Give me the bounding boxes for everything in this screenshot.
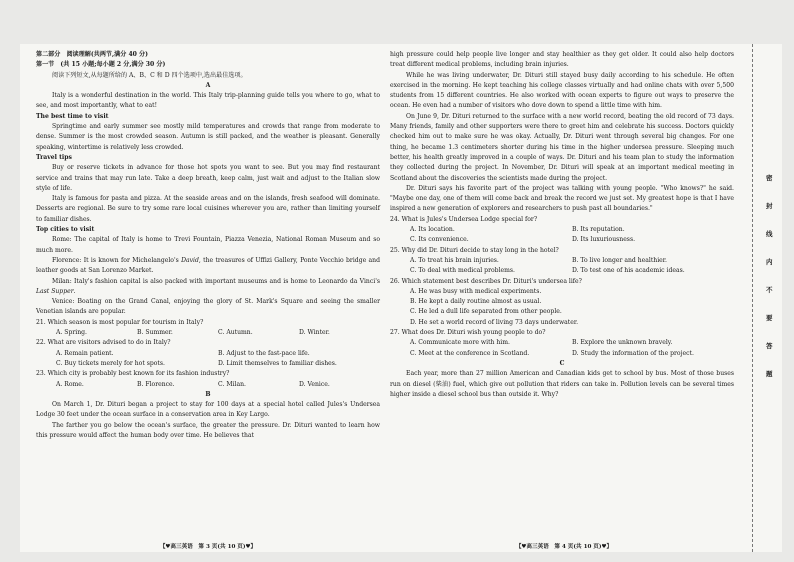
margin-char: 题 [766,370,773,378]
margin-char: 密 [766,174,773,182]
paragraph-rome: Rome: The capital of Italy is home to Trevi Fountain, Piazza Venezia, National Roman Museum and so much more. [36,236,380,254]
option[interactable]: B. To live longer and healthier. [572,256,667,264]
question-23: 23. Which city is probably best known for its fashion industry? [36,370,230,378]
option[interactable]: B. Explore the unknown bravely. [572,339,673,347]
margin-char: 不 [766,286,773,294]
paragraph-b3: While he was living underwater, Dr. Dituri still stayed busy daily according to his schedule. He often exercised in the morning. He kept teaching his college classes virtually and had online chats with over 5,500 students from 15 different countries. He also worked with ocean experts to figure out ways to preserve the ocean. He even had a number of visitors who dove down to spend a little time with him. [390,71,734,110]
artwork-title: David [181,256,199,264]
question-22-options [36,349,380,370]
passage-a-intro: Italy is a wonderful destination in the world. This Italy trip-planning guide tells you where to go, what to see, and most importantly, what to eat! [36,92,380,110]
option[interactable]: A. Communicate more with him. [410,339,510,347]
question-26: 26. Which statement best describes Dr. Dituri's undersea life? [390,277,582,285]
part-title: 第二部分 阅读理解(共两节,满分 40 分) [36,51,149,58]
exam-sheet [20,44,782,552]
paragraph-b1: On March 1, Dr. Dituri began a project to stay for 100 days at a special hotel called Jules's Undersea Lodge 30 feet under the ocean surface in a conservation area in Key Largo. [36,401,380,419]
page-footer-left: 【♥高三英语 第 3 页(共 10 页)♥】 [159,544,257,550]
artwork-title: Last Supper [36,287,74,295]
question-23-options [36,380,380,390]
page-footer-right: 【♥高三英语 第 4 页(共 10 页)♥】 [515,544,613,550]
paragraph-milan: Milan: Italy's fashion capital is also packed with important museums and is home to Leonardo da Vinci's Last Supper. [36,277,380,295]
heading-travel-tips: Travel tips [36,153,72,161]
paragraph-b2: The farther you go below the ocean's surface, the greater the pressure. Dr. Dituri wanted to learn how this pressure would affect the human body over time. He believes that [36,421,380,439]
paragraph-florence: Florence: It is known for Michelangelo's David, the treasures of Uffizi Gallery, Ponte Vecchio bridge and leather goods at San Lorenzo Market. [36,256,380,275]
option[interactable]: D. To test one of his academic ideas. [572,267,685,275]
option[interactable]: B. Its reputation. [572,226,625,234]
right-column [390,50,734,400]
question-24: 24. What is Jules's Undersea Lodge special for? [390,215,538,223]
question-24-options [390,225,734,246]
margin-char: 答 [766,342,773,350]
margin-char: 要 [766,314,773,322]
option[interactable]: D. Limit themselves to familiar dishes. [218,359,337,367]
question-22: 22. What are visitors advised to do in Italy? [36,339,171,347]
question-25: 25. Why did Dr. Dituri decide to stay long in the hotel? [390,246,559,254]
binding-margin-text [766,164,776,388]
margin-char: 封 [766,202,773,210]
paragraph-b2-continued: high pressure could help people live longer and stay healthier as they get older. It could also help doctors treat different medical problems, including brain injuries. [390,51,734,69]
option[interactable]: B. Summer. [137,329,173,337]
question-25-options [390,256,734,277]
question-21: 21. Which season is most popular for tourism in Italy? [36,318,204,326]
option[interactable]: A. Spring. [56,329,87,337]
paragraph-b5: Dr. Dituri says his favorite part of the project was talking with young people. "Who knows?" he said. "Maybe one day, one of them will come back and break the record we just set. My greatest hope is that I have inspired a new generation of explorers and researchers to push past all boundaries." [390,184,734,213]
option[interactable]: A. Rome. [56,380,84,388]
option[interactable]: C. He led a dull life separated from other people. [410,308,562,316]
option[interactable]: C. Milan. [218,380,246,388]
question-27: 27. What does Dr. Dituri wish young people to do? [390,329,546,337]
question-21-options [36,328,380,338]
passage-a-letter: A [205,81,211,89]
margin-char: 线 [766,230,773,238]
paragraph-c1: Each year, more than 27 million American and Canadian kids get to school by bus. Most of those buses run on diesel (柴油) fuel, which give out pollution that riders can take in. Pollution levels can be several times higher inside a diesel school bus than outside it. Why? [390,370,734,398]
paragraph-venice: Venice: Boating on the Grand Canal, enjoying the glory of St. Mark's Square and seeing the smaller Venetian islands are popular. [36,298,380,316]
passage-b-letter: B [205,390,211,398]
option[interactable]: A. To treat his brain injuries. [410,256,499,264]
margin-char: 内 [766,258,773,266]
option[interactable]: C. Its convenience. [410,236,469,244]
paragraph-tips-1: Buy or reserve tickets in advance for those hot spots you want to see. But you may find restaurant service and trains that may run late. Take a deep breath, keep calm, just wait and adjust to the Italian slow style of life. [36,164,380,192]
option[interactable]: C. To deal with medical problems. [410,267,515,275]
paragraph-best-time: Springtime and early summer see mostly mild temperatures and crowds that range from moderate to dense. Summer is the most crowded season. Autumn is still packed, and the weather is pleasant. Generally speaking, wintertime is relatively less crowded. [36,123,380,151]
option[interactable]: C. Buy tickets merely for hot spots. [56,359,165,367]
option[interactable]: B. Adjust to the fast-pace life. [218,349,310,357]
option[interactable]: C. Meet at the conference in Scotland. [410,349,530,357]
option[interactable]: A. Remain patient. [56,349,114,357]
option[interactable]: B. Florence. [137,380,175,388]
option[interactable]: A. Its location. [410,226,455,234]
question-27-options [390,338,734,359]
paragraph-tips-2: Italy is famous for pasta and pizza. At the seaside areas and on the islands, fresh seafood will dominate. Desserts are regional. Be sure to try some rare local cuisines wherever you are, rather than limiting yourself to familiar dishes. [36,195,380,223]
option[interactable]: D. Venice. [299,380,330,388]
paragraph-b4: On June 9, Dr. Dituri returned to the surface with a new world record, beating the old record of 73 days. Many friends, family and other supporters were there to greet him and celebrate his success. Doctors quickly checked him out to make sure he was okay. Actually, Dr. Dituri went through several big changes. For one thing, he became 1.3 centimeters shorter during his time in the higher undersea pressure. Sleeping much better, his health greatly improved in a couple of ways. Dr. Dituri and his team plan to study the information they collected during the project. In November, Dr. Dituri will speak at an important medical meeting in Scotland about the discoveries the scientists made during the project. [390,112,734,182]
heading-top-cities: Top cities to visit [36,226,95,234]
option[interactable]: A. He was busy with medical experiments. [410,287,542,295]
passage-c-letter: C [559,359,565,367]
binding-line [752,44,753,552]
heading-best-time: The best time to visit [36,112,109,120]
instructions: 阅读下列短文,从每题所给的 A、B、C 和 D 四个选项中,选出最佳选项。 [52,71,247,79]
option[interactable]: B. He kept a daily routine almost as usual. [410,298,542,306]
option[interactable]: D. Its luxuriousness. [572,236,636,244]
option[interactable]: D. Study the information of the project. [572,349,694,357]
left-column [36,50,380,441]
option[interactable]: D. He set a world record of living 73 days underwater. [410,318,579,326]
option[interactable]: D. Winter. [299,329,330,337]
section-title: 第一节 (共 15 小题;每小题 2 分,满分 30 分) [36,61,166,69]
option[interactable]: C. Autumn. [218,329,253,337]
